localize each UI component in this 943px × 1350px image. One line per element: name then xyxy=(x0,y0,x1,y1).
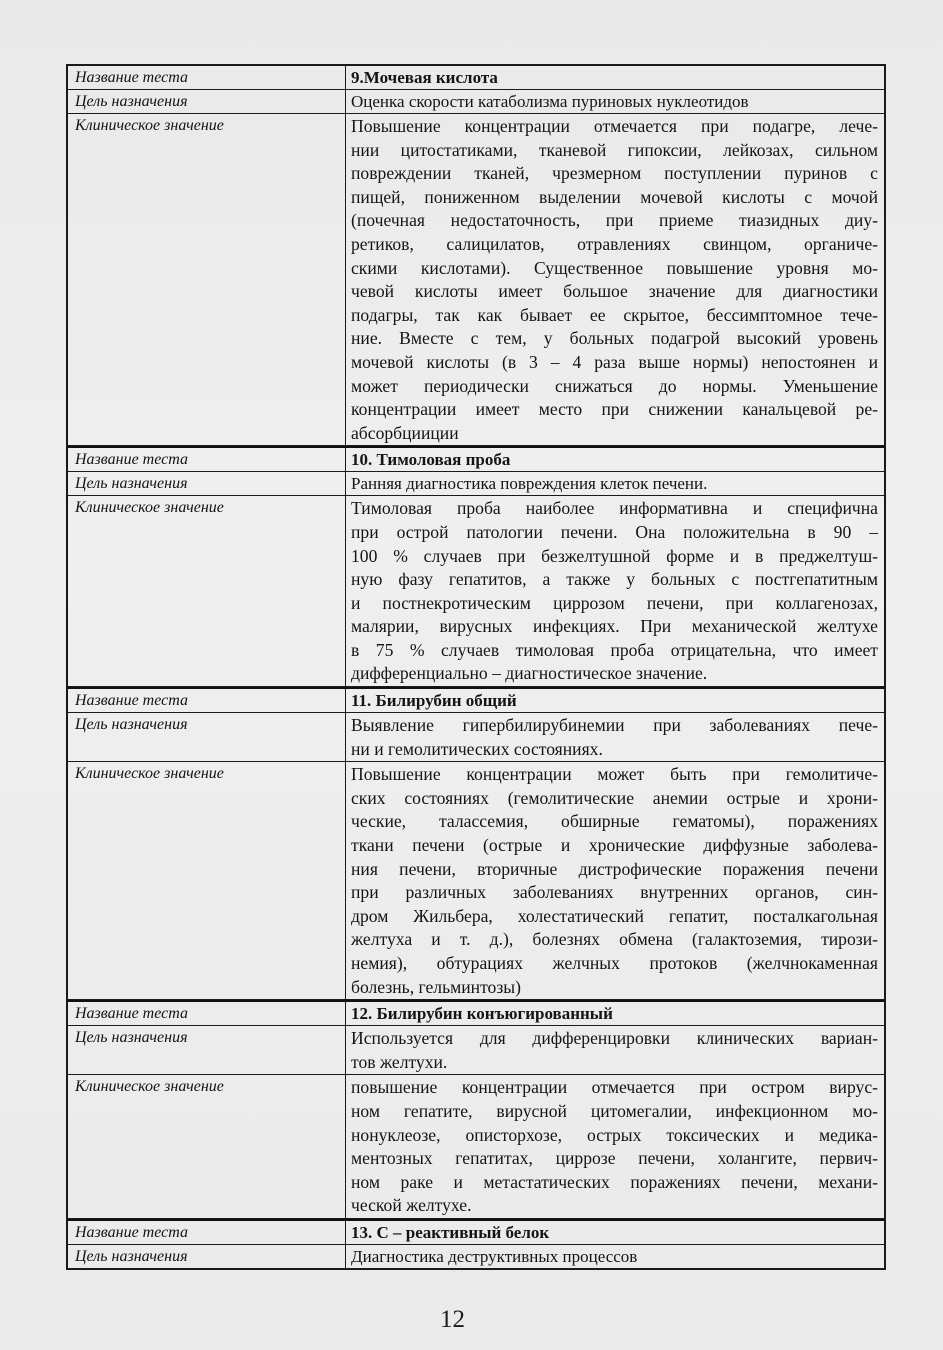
text-line: Повышение концентрации отмечается при подагре, лече- xyxy=(351,116,878,136)
table-row xyxy=(68,1219,884,1245)
table-row xyxy=(68,1245,884,1268)
table-row xyxy=(68,472,884,496)
text-line: ческие, талассемия, обширные гематомы), поражениях xyxy=(351,811,878,832)
text-line: нии цитостатиками, тканевой гипоксии, лейкозах, сильном xyxy=(351,139,878,160)
tests-table xyxy=(66,64,886,1270)
clinical-label: Клиническое значение xyxy=(68,114,346,445)
test-name-value: 13. С – реактивный белок xyxy=(351,1222,550,1242)
text-line: (почечная недостаточность, при приеме тиазидных диу- xyxy=(351,210,878,231)
page-number: 12 xyxy=(440,1306,465,1333)
table-row xyxy=(68,496,884,687)
table-row xyxy=(68,687,884,713)
text-line: мочевой кислоты (в 3 – 4 раза выше нормы) непостоянен и xyxy=(351,351,878,372)
text-line: малярии, вирусных инфекциях. При механической желтухе xyxy=(351,616,878,637)
text-line: пищей, пониженном выделении мочевой кислоты с мочой xyxy=(351,186,878,207)
test-name-label: Название теста xyxy=(68,1002,346,1025)
text-line: при острой патологии печени. Она положительна в 90 – xyxy=(351,521,878,542)
purpose-label: Цель назначения xyxy=(68,1245,346,1268)
table-row xyxy=(68,1075,884,1219)
text-line: желтуха и т. д.), болезнях обмена (галактоземия, тирози- xyxy=(351,929,878,950)
purpose-label: Цель назначения xyxy=(68,713,346,761)
text-line: ную фазу гепатитов, а также у больных с постгепатитным xyxy=(351,569,878,590)
test-name-label: Название теста xyxy=(68,66,346,89)
clinical-label: Клиническое значение xyxy=(68,496,346,686)
text-line: ние. Вместе с тем, у больных подагрой высокий уровень xyxy=(351,328,878,349)
text-line: может периодически снижаться до нормы. Уменьшение xyxy=(351,375,878,396)
table-row xyxy=(68,66,884,90)
text-line: подагры, так как бывает ее скрытое, бессимптомное тече- xyxy=(351,304,878,325)
table-row xyxy=(68,114,884,446)
text-line: чевой кислоты имеет большое значение для диагностики xyxy=(351,281,878,302)
text-line: ния печени, вторичные дистрофические поражения печени xyxy=(351,858,878,879)
purpose-text xyxy=(346,713,884,761)
text-line: ткани печени (острые и хронические диффузные заболева- xyxy=(351,835,878,856)
text-line: ческой желтухе. xyxy=(351,1195,472,1216)
text-line: ментозных гепатитах, циррозе печени, холангите, первич- xyxy=(351,1148,878,1169)
text-line: нонуклеозе, описторхозе, острых токсических и медика- xyxy=(351,1124,878,1145)
table-row xyxy=(68,762,884,1000)
text-line: ских состояниях (гемолитические анемии острые и хрони- xyxy=(351,787,878,808)
purpose-label: Цель назначения xyxy=(68,90,346,113)
text-line: Используется для дифференцировки клинических вариан- xyxy=(351,1028,878,1049)
clinical-label: Клиническое значение xyxy=(68,762,346,999)
text-line: в 75 % случаев тимоловая проба отрицательна, что имеет xyxy=(351,639,878,660)
clinical-label: Клиническое значение xyxy=(68,1075,346,1218)
text-line: немия), обтурациях желчных протоков (желчнокаменная xyxy=(351,953,878,973)
table-row xyxy=(68,90,884,114)
test-name-value: 12. Билирубин конъюгированный xyxy=(351,1004,613,1024)
clinical-text xyxy=(346,1075,884,1218)
text-line: скими кислотами). Существенное повышение уровня мо- xyxy=(351,257,878,278)
text-line: дром Жильбера, холестатический гепатит, посталкагольная xyxy=(351,905,878,926)
text-line: ни и гемолитических состояниях. xyxy=(351,738,603,759)
table-row xyxy=(68,1026,884,1075)
clinical-text xyxy=(346,496,884,686)
test-name-label: Название теста xyxy=(68,448,346,471)
table-row xyxy=(68,713,884,762)
text-line: 100 % случаев при безжелтушной форме и в преджелтуш- xyxy=(351,545,878,566)
test-name-label: Название теста xyxy=(68,689,346,712)
test-name-value: 10. Тимоловая проба xyxy=(351,450,511,470)
purpose-text xyxy=(346,1026,884,1074)
purpose-label: Цель назначения xyxy=(68,472,346,495)
table-row xyxy=(68,1000,884,1026)
text-line: и постнекротическим циррозом печени, при коллагенозах, xyxy=(351,592,878,613)
text-line: ном раке и метастатических поражениях печени, механи- xyxy=(351,1171,878,1192)
text-line: тов желтухи. xyxy=(351,1051,448,1072)
text-line: Повышение концентрации может быть при гемолитиче- xyxy=(351,764,878,785)
text-line: Выявление гипербилирубинемии при заболеваниях пече- xyxy=(351,715,878,736)
text-line: Тимоловая проба наиболее информативна и специфична xyxy=(351,498,878,519)
test-name-label: Название теста xyxy=(68,1221,346,1244)
text-line: дифференциально – диагностическое значение. xyxy=(351,663,708,684)
text-line: ном гепатите, вирусной цитомегалии, инфекционном мо- xyxy=(351,1100,878,1121)
text-line: ретиков, салицилатов, отравлениях свинцом, органиче- xyxy=(351,233,878,254)
text-line: при различных заболеваниях внутренних органов, син- xyxy=(351,882,878,903)
clinical-text xyxy=(346,114,884,445)
text-line: концентрации имеет место при снижении канальцевой ре- xyxy=(351,399,878,420)
text-line: повышение концентрации отмечается при остром вирус- xyxy=(351,1077,878,1098)
test-name-value: 11. Билирубин общий xyxy=(351,691,517,711)
text-line: повреждении тканей, чрезмерном поступлении пуринов с xyxy=(351,163,878,184)
table-row xyxy=(68,446,884,472)
purpose-value: Диагностика деструктивных процессов xyxy=(351,1246,638,1266)
purpose-label: Цель назначения xyxy=(68,1026,346,1074)
purpose-value: Оценка скорости катаболизма пуриновых нуклеотидов xyxy=(351,92,749,111)
purpose-value: Ранняя диагностика повреждения клеток печени. xyxy=(351,474,708,494)
text-line: абсорбцииции xyxy=(351,422,459,443)
text-line: болезнь, гельминтозы) xyxy=(351,976,521,997)
clinical-text xyxy=(346,762,884,999)
test-name-value: 9.Мочевая кислота xyxy=(351,68,498,87)
